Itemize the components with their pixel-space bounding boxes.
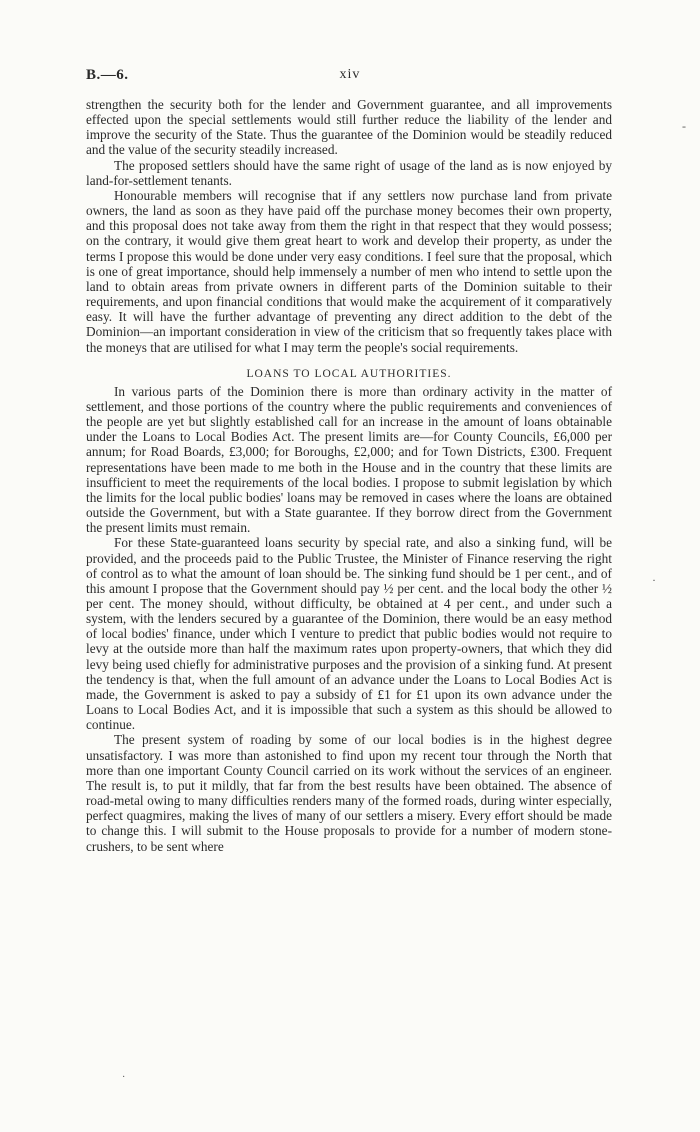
document-reference: B.—6.: [86, 67, 129, 83]
paragraph: In various parts of the Dominion there is more than ordinary activity in the matter of settlement, and those portions of the country where the public requirements and conveniences of the people are yet but slightly established call for an increase in the amount of loans obtainable under the Loans to Local Bodies Act. The present limits are—for County Councils, £6,000 per annum; for Road Boards, £3,000; for Boroughs, £2,000; and for Town Districts, £300. Frequent representations have been made to me both in the House and in the country that these limits are insufficient to meet the requirements of the local bodies. I propose to submit legislation by which the limits for the local public bodies' loans may be removed in cases where the loans are obtained outside the Government, but with a State guarantee. If they borrow direct from the Government the present limits must remain.: [86, 383, 612, 536]
paragraph: The proposed settlers should have the same right of usage of the land as is now enjoyed by land-for-settlement tenants.: [86, 157, 612, 188]
paragraph: For these State-guaranteed loans security by special rate, and also a sinking fund, will be provided, and the proceeds paid to the Public Trustee, the Minister of Finance reserving the right of control as to what the amount of loan should be. The sinking fund should be 1 per cent., and of this amount I propose that the Government should pay ½ per cent. and the local body the other ½ per cent. The money should, without difficulty, be obtained at 4 per cent., and under such a system, with the lenders secured by a guarantee of the Dominion, there would be an easy method of local bodies' finance, under which I venture to predict that public bodies would not require to levy at the outside more than half the maximum rates upon property-owners, that which they did levy being used chiefly for administrative purposes and the provision of a sinking fund. At present the tendency is that, when the full amount of an advance under the Loans to Local Bodies Act is made, the Government is asked to pay a subsidy of £1 for £1 upon its own advance under the Loans to Local Bodies Act, and it is impossible that such a system as this should be allowed to continue.: [86, 535, 612, 733]
margin-mark: ‐: [682, 119, 686, 133]
section-heading: LOANS TO LOCAL AUTHORITIES.: [246, 367, 452, 380]
paragraph: The present system of roading by some of our local bodies is in the highest degree unsatisfactory. I was more than astonished to find upon my recent tour through the North that more than one important County Council carried on its work without the services of an engineer. The result is, to put it mildly, that far from the best results have been obtained. The absence of road-metal owing to many difficulties renders many of the formed roads, during winter especially, perfect quagmires, making the lives of many of our settlers a misery. Every effort should be made to change this. I will submit to the House proposals to provide for a number of modern stone-crushers, to be sent where: [86, 732, 612, 854]
document-body: [86, 97, 612, 854]
page-number: xiv: [339, 67, 361, 82]
paragraph-continuation: strengthen the security both for the lender and Government guarantee, and all improvements effected upon the special settlements would still further reduce the liability of the lender and improve the security of the State. Thus the guarantee of the Dominion would be steadily reduced and the value of the security steadily increased.: [86, 97, 612, 158]
margin-mark: ·: [652, 573, 656, 587]
margin-mark: ·: [122, 1072, 126, 1083]
paragraph: Honourable members will recognise that if any settlers now purchase land from private owners, the land as soon as they have paid off the purchase money becomes their own property, and this proposal does not take away from them the right in that respect that they would possess; on the contrary, it would give them great heart to work and develop their property, as under the terms I propose this would be done under very easy conditions. I feel sure that the proposal, which is one of great importance, should help immensely a number of men who intend to settle upon the land to obtain areas from private owners in different parts of the Dominion suitable to their requirements, and upon financial conditions that would make the acquirement of it comparatively easy. It will have the further advantage of preventing any direct addition to the debt of the Dominion—an important consideration in view of the criticism that so frequently takes place with the moneys that are utilised for what I may term the people's social requirements.: [86, 187, 612, 355]
